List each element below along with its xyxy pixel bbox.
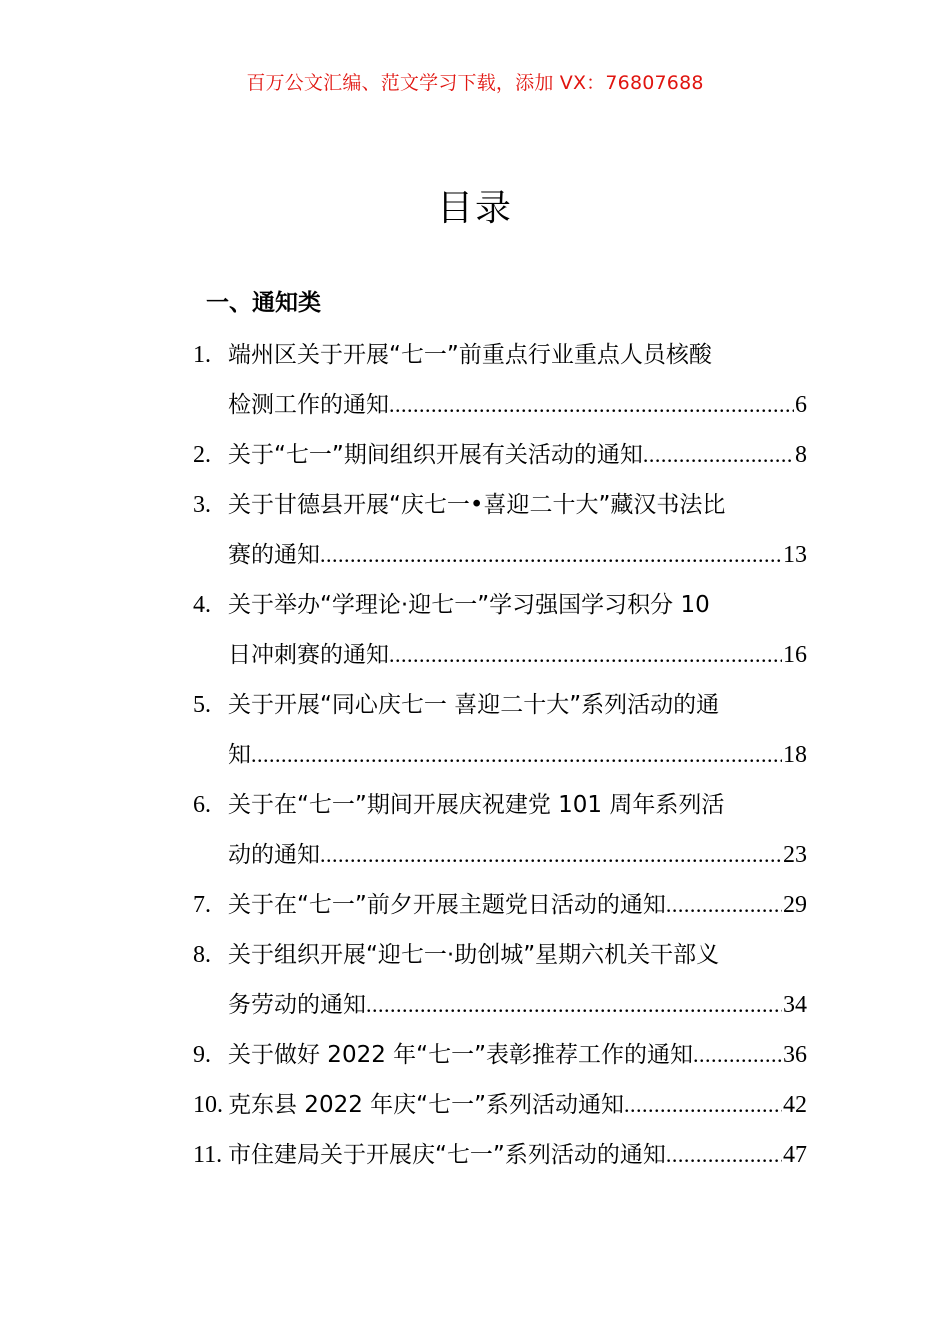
toc-entry-page-number: 6 — [795, 392, 807, 418]
toc-entry-title-line: 市住建局关于开展庆“七一”系列活动的通知 — [228, 1142, 666, 1168]
toc-entry-page-number: 42 — [783, 1092, 807, 1118]
toc-entry-title-line: 赛的通知 — [228, 542, 320, 568]
toc-entry-page-number: 29 — [783, 892, 807, 918]
toc-entry-title-line: 关于做好 2022 年“七一”表彰推荐工作的通知 — [228, 1042, 693, 1068]
page-title: 目录 — [436, 188, 513, 229]
dot-leader — [366, 980, 782, 1030]
toc-entry-number: 2. — [193, 442, 211, 468]
toc-entry-title-line: 克东县 2022 年庆“七一”系列活动通知 — [228, 1092, 624, 1118]
toc-entry-number: 4. — [193, 592, 211, 618]
toc-entry-title-line: 日冲刺赛的通知 — [228, 642, 389, 668]
toc-entry-title-line: 检测工作的通知 — [228, 392, 389, 418]
toc-entry-number: 11. — [193, 1142, 223, 1168]
dot-leader — [389, 380, 794, 430]
toc-entry-number: 10. — [193, 1092, 223, 1118]
table-of-contents — [193, 330, 807, 1180]
toc-entry-page-number: 36 — [783, 1042, 807, 1068]
header-watermark-text: 百万公文汇编、范文学习下载，添加 VX：76807688 — [246, 72, 704, 94]
toc-entry[interactable] — [193, 1130, 807, 1180]
toc-entry-page-number: 16 — [783, 642, 807, 668]
toc-entry[interactable] — [193, 1080, 807, 1130]
dot-leader — [251, 730, 782, 780]
section-heading: 一、通知类 — [206, 290, 321, 316]
toc-entry-title-line: 知 — [228, 742, 251, 768]
toc-entry[interactable] — [193, 330, 807, 430]
toc-entry[interactable] — [193, 780, 807, 880]
toc-entry-title-line: 关于在“七一”期间开展庆祝建党 101 周年系列活 — [228, 792, 725, 818]
dot-leader — [624, 1080, 782, 1130]
toc-entry-number: 5. — [193, 692, 211, 718]
toc-entry-title-line: 动的通知 — [228, 842, 320, 868]
toc-entry-title-line: 关于组织开展“迎七一·助创城”星期六机关干部义 — [228, 942, 720, 968]
toc-entry-title-line: 端州区关于开展“七一”前重点行业重点人员核酸 — [228, 342, 712, 368]
dot-leader — [320, 530, 782, 580]
toc-entry-page-number: 8 — [795, 442, 807, 468]
toc-entry-number: 3. — [193, 492, 211, 518]
toc-entry-title-line: 务劳动的通知 — [228, 992, 366, 1018]
toc-entry[interactable] — [193, 880, 807, 930]
toc-entry-title-line: 关于开展“同心庆七一 喜迎二十大”系列活动的通 — [228, 692, 720, 718]
dot-leader — [320, 830, 782, 880]
dot-leader — [643, 430, 794, 480]
dot-leader — [389, 630, 782, 680]
dot-leader — [693, 1030, 782, 1080]
toc-entry-number: 7. — [193, 892, 211, 918]
toc-entry[interactable] — [193, 1030, 807, 1080]
toc-entry-title-line: 关于在“七一”前夕开展主题党日活动的通知 — [228, 892, 666, 918]
dot-leader — [666, 1130, 782, 1180]
toc-entry-page-number: 47 — [783, 1142, 807, 1168]
toc-entry-number: 6. — [193, 792, 211, 818]
toc-entry[interactable] — [193, 930, 807, 1030]
toc-entry[interactable] — [193, 480, 807, 580]
toc-entry-title-line: 关于“七一”期间组织开展有关活动的通知 — [228, 442, 643, 468]
toc-entry-title-line: 关于举办“学理论·迎七一”学习强国学习积分 10 — [228, 592, 710, 618]
toc-entry-title-line: 关于甘德县开展“庆七一•喜迎二十大”藏汉书法比 — [228, 492, 726, 518]
toc-entry-number: 1. — [193, 342, 211, 368]
toc-entry-number: 8. — [193, 942, 211, 968]
toc-entry[interactable] — [193, 430, 807, 480]
toc-entry-page-number: 13 — [783, 542, 807, 568]
toc-entry[interactable] — [193, 680, 807, 780]
toc-entry-page-number: 18 — [783, 742, 807, 768]
toc-entry-page-number: 34 — [783, 992, 807, 1018]
dot-leader — [666, 880, 782, 930]
toc-entry-page-number: 23 — [783, 842, 807, 868]
toc-entry[interactable] — [193, 580, 807, 680]
toc-entry-number: 9. — [193, 1042, 211, 1068]
